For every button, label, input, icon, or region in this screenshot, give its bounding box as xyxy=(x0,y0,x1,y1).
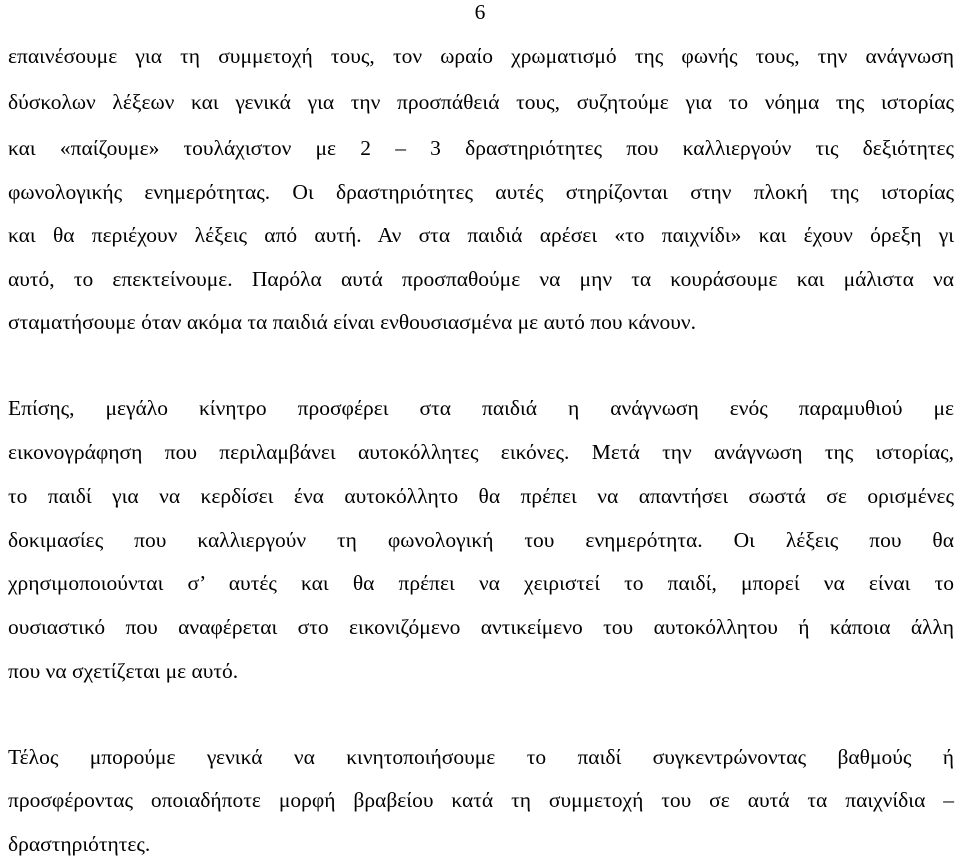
paragraph-1-line-5: και θα περιέχουν λέξεις από αυτή. Αν στα παιδιά αρέσει «το παιχνίδι» και έχουν όρεξη γι xyxy=(8,223,954,247)
paragraph-2-line-4: δοκιμασίες που καλλιεργούν τη φωνολογική του ενημερότητα. Οι λέξεις που θα xyxy=(8,528,954,552)
page-number: 6 xyxy=(474,0,486,24)
paragraph-1-line-6: αυτό, το επεκτείνουμε. Παρόλα αυτά προσπαθούμε να μην τα κουράσουμε και μάλιστα να xyxy=(8,267,954,291)
paragraph-2-line-6: ουσιαστικό που αναφέρεται στο εικονιζόμενο αντικείμενο του αυτοκόλλητου ή κάποια άλλη xyxy=(8,615,954,639)
paragraph-1-line-2: δύσκολων λέξεων και γενικά για την προσπάθειά τους, συζητούμε για το νόημα της ιστορίας xyxy=(8,90,954,114)
paragraph-2-line-7: που να σχετίζεται με αυτό. xyxy=(8,659,239,683)
paragraph-2-line-2: εικονογράφηση που περιλαμβάνει αυτοκόλλητες εικόνες. Μετά την ανάγνωση της ιστορίας, xyxy=(8,440,954,464)
paragraph-1-line-1: επαινέσουμε για τη συμμετοχή τους, τον ωραίο χρωματισμό της φωνής τους, την ανάγνωση xyxy=(8,44,954,68)
paragraph-3-line-1: Τέλος μπορούμε γενικά να κινητοποιήσουμε το παιδί συγκεντρώνοντας βαθμούς ή xyxy=(8,745,954,769)
paragraph-2-line-1: Επίσης, μεγάλο κίνητρο προσφέρει στα παιδιά η ανάγνωση ενός παραμυθιού με xyxy=(8,396,954,420)
paragraph-3-line-2: προσφέροντας οποιαδήποτε μορφή βραβείου κατά τη συμμετοχή του σε αυτά τα παιχνίδια – xyxy=(8,788,954,812)
paragraph-1-line-3: και «παίζουμε» τουλάχιστον με 2 – 3 δραστηριότητες που καλλιεργούν τις δεξιότητες xyxy=(8,136,954,160)
paragraph-1-line-4: φωνολογικής ενημερότητας. Οι δραστηριότητες αυτές στηρίζονται στην πλοκή της ιστορίας xyxy=(8,180,954,204)
paragraph-1-line-7: σταματήσουμε όταν ακόμα τα παιδιά είναι ενθουσιασμένα με αυτό που κάνουν. xyxy=(8,310,697,334)
paragraph-3-line-3: δραστηριότητες. xyxy=(8,832,151,856)
paragraph-2-line-3: το παιδί για να κερδίσει ένα αυτοκόλλητο θα πρέπει να απαντήσει σωστά σε ορισμένες xyxy=(8,484,954,508)
paragraph-2-line-5: χρησιμοποιούνται σ’ αυτές και θα πρέπει να χειριστεί το παιδί, μπορεί να είναι το xyxy=(8,571,954,595)
